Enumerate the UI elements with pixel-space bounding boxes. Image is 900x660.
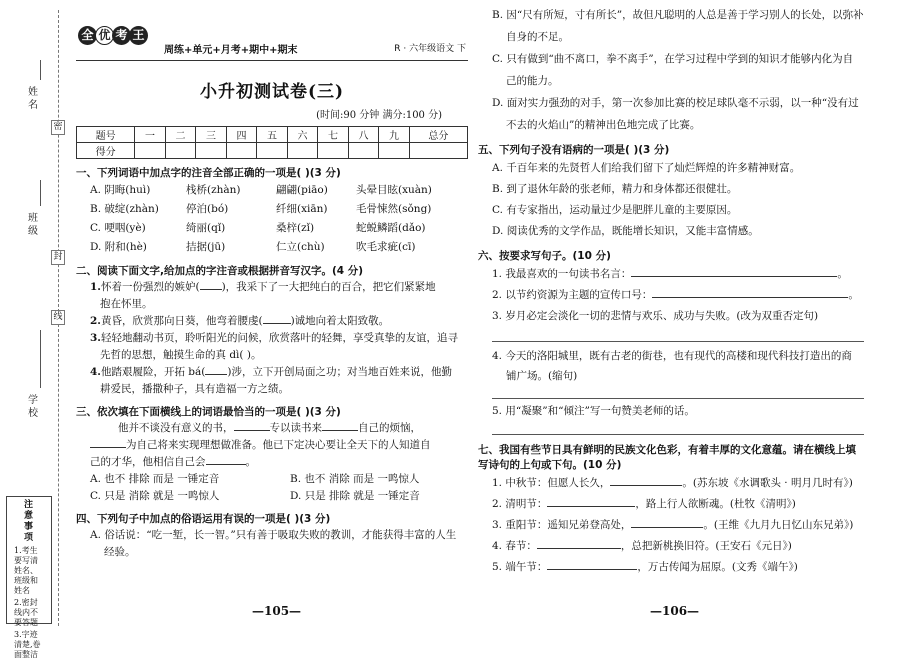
answer-blank[interactable] bbox=[547, 569, 637, 570]
score-table-score-row bbox=[77, 143, 468, 159]
option-cell: 头晕目眩(xuàn) bbox=[356, 184, 432, 196]
q2-item-4-cont: 耕爱民，播撒种子，具有造福一方之绩。 bbox=[100, 383, 289, 395]
passage-text: 自己的烦恼， bbox=[358, 422, 421, 434]
q4-option-a-cont: 经验。 bbox=[104, 546, 136, 558]
exam-title: 小升初测试卷(三) bbox=[199, 82, 345, 102]
q4-option-a: A. 俗话说：“吃一堑，长一智。”只有善于吸取失败的教训，才能获得丰富的人生 bbox=[90, 529, 457, 541]
q2-item-1-cont: 抱在怀里。 bbox=[100, 298, 153, 310]
item-text: ，路上行人欲断魂。(杜牧《清明》) bbox=[635, 498, 796, 510]
q3-passage-line-1 bbox=[76, 420, 468, 437]
series-label: 周练+单元+月考+期中+期末 bbox=[164, 45, 298, 56]
question-6-stem: 六、按要求写句子。(10 分) bbox=[478, 250, 611, 262]
option-cell: C. 哽咽(yè) bbox=[90, 222, 146, 234]
question-1-options bbox=[76, 181, 468, 257]
item-text: )涉，立下开创局面之功；对当地百姓来说，他勤 bbox=[227, 366, 452, 378]
class-field[interactable] bbox=[40, 180, 41, 206]
answer-line[interactable] bbox=[492, 386, 864, 399]
option-cell: 纤细(xiān) bbox=[276, 203, 328, 215]
notice-title: 注意事项 bbox=[24, 500, 34, 543]
item-number: 2. bbox=[90, 315, 101, 327]
score-input[interactable] bbox=[409, 143, 467, 159]
item-text: 4. 春节： bbox=[492, 540, 537, 552]
logo-char: 考 bbox=[112, 26, 131, 45]
q7-item-1 bbox=[478, 473, 878, 494]
logo-char: 全 bbox=[78, 26, 97, 45]
q2-item-4 bbox=[76, 364, 468, 381]
item-number: 3. bbox=[90, 332, 101, 344]
q4-option-c-cont: 己的能力。 bbox=[506, 75, 559, 87]
option-cell: A. 阴晦(huì) bbox=[90, 184, 151, 196]
item-text: ，总把新桃换旧符。(王安石《元日》) bbox=[620, 540, 792, 552]
grade-label: R · 六年级语文 下 bbox=[394, 44, 466, 54]
item-text: 2. 清明节： bbox=[492, 498, 548, 510]
q3-passage-line-3: 己的才华，他相信自己会 。 bbox=[90, 456, 256, 468]
notice-line-3: 3.字迹清楚,卷面整洁 bbox=[14, 630, 41, 659]
option-cell: 桑梓(zǐ) bbox=[276, 222, 315, 234]
answer-blank[interactable] bbox=[631, 276, 837, 277]
answer-blank[interactable] bbox=[200, 289, 222, 290]
q4-option-b-cont: 自身的不足。 bbox=[506, 31, 569, 43]
score-input[interactable] bbox=[196, 143, 227, 159]
score-input[interactable] bbox=[287, 143, 318, 159]
answer-blank[interactable] bbox=[206, 464, 246, 465]
score-input[interactable] bbox=[379, 143, 410, 159]
option-cell: 拮据(jū) bbox=[186, 241, 226, 253]
score-cell: 题号 bbox=[77, 127, 135, 143]
score-input[interactable] bbox=[226, 143, 257, 159]
notice-line-1: 1.考生要写清姓名、班级和姓名 bbox=[14, 546, 38, 595]
item-text: )，我采下了一大把纯白的百合，把它们紧紧地 bbox=[221, 281, 436, 293]
item-text: 妒( bbox=[184, 281, 200, 293]
option-cell: 毛骨悚然(sǒng) bbox=[356, 203, 432, 215]
answer-line[interactable] bbox=[492, 422, 864, 435]
item-text: 怀着一份强烈的嫉 bbox=[100, 281, 185, 293]
question-1-stem: 一、下列词语中加点字的注音全部正确的一项是( )(3 分) bbox=[76, 167, 341, 179]
seal-mark-2: 封 bbox=[51, 250, 65, 265]
q5-option-d: D. 阅读优秀的文学作品，既能增长知识，又能丰富情感。 bbox=[492, 225, 759, 237]
score-cell: 八 bbox=[348, 127, 379, 143]
q6-item-2: 2. 以节约资源为主题的宣传口号： 。 bbox=[492, 289, 859, 301]
q2-item-1 bbox=[76, 279, 468, 296]
score-table-header-row bbox=[77, 127, 468, 143]
q6-item-1: 1. 我最喜欢的一句读书名言： 。 bbox=[492, 268, 848, 280]
question-2-stem: 二、阅读下面文字,给加点的字注音或根据拼音写汉字。(4 分) bbox=[76, 265, 364, 277]
score-cell: 四 bbox=[226, 127, 257, 143]
seal-mark-3: 线 bbox=[51, 310, 65, 325]
score-input[interactable] bbox=[257, 143, 288, 159]
answer-blank[interactable] bbox=[537, 548, 621, 549]
q4-option-c: C. 只有做到“曲不离口，拳不离手”，在学习过程中学到的知识才能够内化为自 bbox=[492, 53, 854, 65]
answer-blank[interactable] bbox=[90, 447, 126, 448]
q4-option-d: D. 面对实力强劲的对手，第一次参加比赛的校足球队毫不示弱，以一种“没有过 bbox=[492, 97, 859, 109]
binding-margin bbox=[0, 0, 68, 659]
passage-text: 专以读书来 bbox=[269, 422, 322, 434]
score-cell: 一 bbox=[135, 127, 166, 143]
score-cell: 六 bbox=[287, 127, 318, 143]
option-cell: 仁立(chù) bbox=[276, 241, 325, 253]
q2-item-2 bbox=[76, 313, 468, 330]
q6-item-4: 4. 今天的洛阳城里，既有古老的街巷，也有现代的高楼和现代科技打造出的商 bbox=[492, 350, 852, 362]
answer-blank[interactable] bbox=[263, 323, 291, 324]
item-text: 轻轻地翻动书页，聆听阳光的问候，欣赏落叶的轻舞，享受真挚的友谊，追寻 bbox=[100, 332, 458, 344]
option-cell: 停泊(bó) bbox=[186, 203, 229, 215]
question-7-stem-cont: 写诗句的上句或下句。(10 分) bbox=[478, 459, 622, 471]
q4-option-d-cont: 不去的火焰山”的精神出色地完成了比赛。 bbox=[506, 119, 701, 131]
score-input[interactable] bbox=[348, 143, 379, 159]
passage-text: 己的才华，他相信自己会 bbox=[90, 456, 206, 468]
item-number: 4. bbox=[90, 366, 101, 378]
option-cell: 吹毛求疵(cī) bbox=[356, 241, 416, 253]
score-cell: 五 bbox=[257, 127, 288, 143]
q7-item-5 bbox=[478, 557, 878, 578]
exam-time-info: (时间:90 分钟 满分:100 分) bbox=[316, 110, 442, 121]
q6-item-5: 5. 用“凝聚”和“倾注”写一句赞美老师的话。 bbox=[492, 405, 695, 417]
notice-line-2: 2.密封线内不要答题 bbox=[14, 598, 38, 627]
passage-text: 为自己将来实现理想做准备。他已下定决心要让全天下的人知道自 bbox=[126, 439, 431, 451]
answer-blank[interactable] bbox=[205, 374, 227, 375]
score-input[interactable] bbox=[318, 143, 349, 159]
q7-item-3 bbox=[478, 515, 878, 536]
logo-char: 王 bbox=[129, 26, 148, 45]
item-text: 1. 我最喜欢的一句读书名言： bbox=[492, 268, 632, 280]
option-a: A. 也不 排除 而是 一锤定音 bbox=[90, 473, 220, 485]
answer-blank[interactable] bbox=[234, 430, 270, 431]
q4-option-b: B. 因“尺有所短，寸有所长”，故但凡聪明的人总是善于学习别人的长处，以弥补 bbox=[492, 9, 864, 21]
answer-blank[interactable] bbox=[652, 297, 848, 298]
item-text: )诚地向着太阳致敬。 bbox=[290, 315, 390, 327]
q6-item-3: 3. 岁月必定会淡化一切的悲情与欢乐、成功与失败。(改为双重否定句) bbox=[492, 310, 819, 322]
answer-blank[interactable] bbox=[547, 506, 635, 507]
option-b: B. 也不 消除 而是 一鸣惊人 bbox=[290, 473, 420, 485]
score-cell: 总分 bbox=[409, 127, 467, 143]
q7-item-4 bbox=[478, 536, 878, 557]
page-header bbox=[76, 30, 468, 61]
question-3-stem: 三、依次填在下面横线上的词语最恰当的一项是( )(3 分) bbox=[76, 406, 341, 418]
item-text: 。(苏东坡《水调歌头 · 明月几时有》) bbox=[682, 477, 853, 489]
answer-line[interactable] bbox=[492, 327, 864, 342]
page-number-right: —106— bbox=[650, 604, 700, 618]
score-cell: 九 bbox=[379, 127, 410, 143]
score-cell: 三 bbox=[196, 127, 227, 143]
item-text: 。(王维《九月九日忆山东兄弟》) bbox=[703, 519, 854, 531]
q6-item-4-cont: 铺广场。(缩句) bbox=[506, 370, 578, 382]
logo-char: 优 bbox=[95, 26, 114, 45]
page-number-left: —105— bbox=[252, 604, 302, 618]
class-label: 班 级 bbox=[28, 213, 38, 237]
seal-mark-1: 密 bbox=[51, 120, 65, 135]
item-text: 黄昏，欣赏那向日葵，他弯着腰虔( bbox=[100, 315, 263, 327]
name-field[interactable] bbox=[40, 60, 41, 80]
score-cell: 七 bbox=[318, 127, 349, 143]
option-cell: 翩翩(piāo) bbox=[276, 184, 328, 196]
item-number: 1. bbox=[90, 281, 101, 293]
option-cell: 绮丽(qǐ) bbox=[186, 222, 226, 234]
q5-option-b: B. 到了退休年龄的张老师，精力和身体都还很健壮。 bbox=[492, 183, 738, 195]
answer-blank[interactable] bbox=[322, 430, 358, 431]
q3-options bbox=[76, 471, 468, 505]
brand-logo bbox=[78, 26, 146, 45]
score-input[interactable] bbox=[165, 143, 196, 159]
q5-option-a: A. 千百年来的先贤哲人们给我们留下了灿烂辉煌的许多精神财富。 bbox=[492, 162, 801, 174]
option-d: D. 只是 排除 就是 一锤定音 bbox=[290, 490, 420, 502]
notice-box bbox=[6, 496, 52, 659]
option-cell: 蛇蜕鳞蹈(dǎo) bbox=[356, 222, 426, 234]
answer-blank[interactable] bbox=[631, 527, 703, 528]
item-text: 3. 重阳节：遥知兄弟登高处， bbox=[492, 519, 632, 531]
q2-item-3-cont: 先哲的思想，触摸生命的真 dì( )。 bbox=[100, 349, 262, 361]
score-input[interactable] bbox=[135, 143, 166, 159]
answer-blank[interactable] bbox=[610, 485, 682, 486]
school-field[interactable] bbox=[40, 330, 41, 388]
question-4-stem: 四、下列句子中加点的俗语运用有误的一项是( )(3 分) bbox=[76, 513, 331, 525]
item-text: ，万古传闻为屈原。(文秀《端午》) bbox=[637, 561, 798, 573]
q5-option-c: C. 有专家指出，运动量过少是肥胖儿童的主要原因。 bbox=[492, 204, 738, 216]
option-cell: B. 破绽(zhàn) bbox=[90, 203, 159, 215]
q7-item-2 bbox=[478, 494, 878, 515]
question-7-stem: 七、我国有些节日具有鲜明的民族文化色彩，有着丰厚的文化意蕴。请在横线上填 bbox=[478, 444, 856, 456]
passage-text: 他并不谈没有意义的书， bbox=[118, 422, 234, 434]
name-label: 姓 名 bbox=[28, 87, 38, 111]
item-text: 1. 中秋节：但愿人长久， bbox=[492, 477, 611, 489]
score-cell: 二 bbox=[165, 127, 196, 143]
school-label: 学 校 bbox=[28, 395, 38, 419]
item-text: 5. 端午节： bbox=[492, 561, 548, 573]
right-page bbox=[478, 4, 878, 578]
question-5-stem: 五、下列句子没有语病的一项是( )(3 分) bbox=[478, 144, 670, 156]
score-table bbox=[76, 126, 468, 159]
option-cell: 栈桥(zhàn) bbox=[186, 184, 241, 196]
score-row-label: 得分 bbox=[77, 143, 135, 159]
left-page bbox=[76, 30, 468, 561]
item-text: 2. 以节约资源为主题的宣传口号： bbox=[492, 289, 653, 301]
q2-item-3 bbox=[76, 330, 468, 347]
q3-passage-line-2 bbox=[76, 437, 468, 454]
option-c: C. 只是 消除 就是 一鸣惊人 bbox=[90, 490, 220, 502]
option-cell: D. 附和(hè) bbox=[90, 241, 147, 253]
item-text: 他踏艰履险，开拓 bá( bbox=[100, 366, 206, 378]
